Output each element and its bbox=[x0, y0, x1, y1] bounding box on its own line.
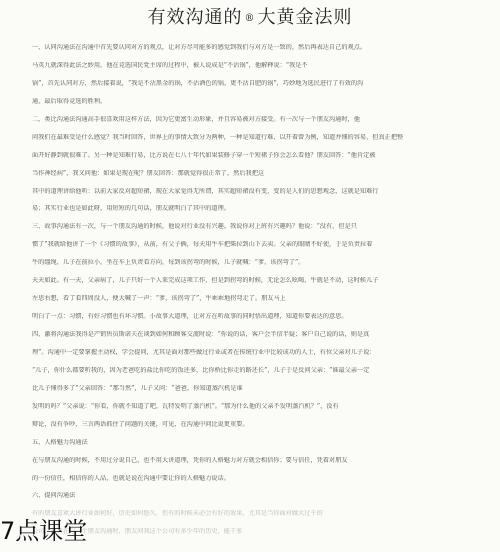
text-line: 惯了”我就给他讲了一个《习惯的故事》，从前，有父子俩，每天用牛车把柴拉到山下去卖。父亲的眼睛不好使，于是负责拉着 bbox=[32, 241, 373, 249]
text-line: 左思右想，看了看四周没人，便大喊了一声：“爹，该拐弯了”，牛乖乖地拐弯走了。朋友马上 bbox=[32, 295, 286, 303]
page-title bbox=[0, 3, 500, 29]
title-separator: ® bbox=[244, 12, 256, 24]
text-line: 牛的缰绳，儿子在前拉小，坐在车上负责看方向，每到该拐弯的时候，儿子就喊：“爹，该拐弯了”。 bbox=[32, 259, 305, 267]
text-line: 二、类比沟通法沟通高手很喜欢用这样方法，因为它更富生动形象，并且容易被对方接受。有一次与一个朋友沟通时，他 bbox=[32, 115, 360, 123]
watermark-logo: 7点课堂 bbox=[0, 517, 88, 545]
text-line: 发明的吗？”父亲说：“你看，你就不知道了吧，瓦特发明了蒸汽机”。“那为什么他的父亲不发明蒸汽机？”，没有 bbox=[32, 402, 339, 410]
article-body bbox=[32, 44, 472, 546]
text-line: 通，最后取得竞选的胜利。 bbox=[32, 97, 107, 105]
section-heading: 六、提问沟通法 bbox=[32, 492, 76, 500]
text-line: “儿子，你什么都要听我的，因为老爸吃的盐比你吃的饭还多，比你桥比你走的路还长”，儿子于是反问父亲：“谁最父亲一定 bbox=[32, 366, 370, 374]
text-line: 公司，笔者在与一个朋友沟通时，朋友问我这个公司有多少年的历史，能干多 bbox=[32, 528, 243, 536]
text-line: 的一份信任，相信你的人品，也就是说在沟通中要让你的人格魅力说话。 bbox=[32, 474, 230, 482]
title-rest: 大黄金法则 bbox=[257, 7, 353, 28]
text-line: 三、故事沟通法有一次，与一个朋友沟通的时候，他说对行业没有兴趣。我说你对上班有兴趣吗？他说：“没有，但是只 bbox=[32, 223, 357, 231]
text-line: 天天如此。有一天，父亲病了，儿子只好一个人来完成这项工作，但是到拐弯的时候，无论怎么吆喝，牛就是不动，这时候儿子 bbox=[32, 277, 379, 285]
text-line: 锅”，首先认同对方，然后接着说，“我是不沾黑金的锅，不沾酒色的锅，更不沾自肥的锅”，巧妙地为选民进行了有效的沟 bbox=[32, 79, 364, 87]
text-line: 有的朋友喜欢大讲行业如何好，历史如何悠久，但有的时候未必会有好的效果，尤其是当你面对做大过千的 bbox=[32, 510, 323, 518]
text-line: 其中的道理讲给他听：以前大家反对超短裙，现在大家觉得无所谓，其实超短裙没有变，变的是人们的思想观念，这就是知难行 bbox=[32, 187, 379, 195]
text-line: 当作神经病”，我又问他：如果是现在呢？朋友回答：那就觉得很正常了，然后我把这 bbox=[32, 169, 265, 177]
text-line: 在与朋友沟通的时候，不用过分说自己，也不用大讲道理，凭你的人格魅力对方就会相信你；要与信任，凭着对朋友 bbox=[32, 456, 348, 464]
title-main: 有效沟通的 bbox=[147, 7, 243, 28]
text-line: 明白了一点：习惯，有好习惯也有坏习惯。小故事大道理，让对方在听故事的同时悟出道理，知道你要表达的意思。 bbox=[32, 313, 348, 321]
text-line: 问我们在最难受是什么感觉？我当时回答，世界上的事情大致分为两种，一种是知道行难，以开着曾为例，知道并懂的容易，但真正把整 bbox=[32, 133, 404, 141]
text-line: 辩论，没有争吵，三言两语抓住了问题的关键，可见，在沟通中问比说更重要。 bbox=[32, 420, 249, 428]
text-line: 理”。沟通中一定要掌握主动权，学会提问，尤其是面对那些做过行业或者在传统行业中比较成功的人士，有位父亲对儿子说： bbox=[32, 348, 376, 356]
section-heading: 五、人格魅力沟通法 bbox=[32, 438, 88, 446]
text-line: 一、认同沟通法在沟通中首先要认同对方的观点，让对方尽可能多的感觉到我们与对方是一致的，然后再表达自己的观点。 bbox=[32, 44, 367, 51]
text-line: 面开好静到就很难了。另一种是知难行易，比方说在七八十年代如果装修子穿一个短裙子你会怎么看他？朋友回答：“他肯定被 bbox=[32, 151, 376, 159]
text-line: 比儿子懂得多了”父亲回答：“那当然”，儿子又问：“爸爸，你知道蒸汽机是谁 bbox=[32, 384, 243, 392]
text-line: 易；其实行业也是如此呀，用短短的几句话，朋友就明白了其中的道理。 bbox=[32, 205, 230, 213]
text-line: 马英九就深得此法之妙用，他在竞选国民党主席的过程中，被人说成是“不沾锅”，他解释说：“我是不 bbox=[32, 61, 308, 69]
text-line: 四、激将沟通法我得是产销售员斯诺夫在谈到如何和顾客交流时说：“你说的话，客户会半信半疑；客户自己说的话，则是真 bbox=[32, 331, 370, 338]
